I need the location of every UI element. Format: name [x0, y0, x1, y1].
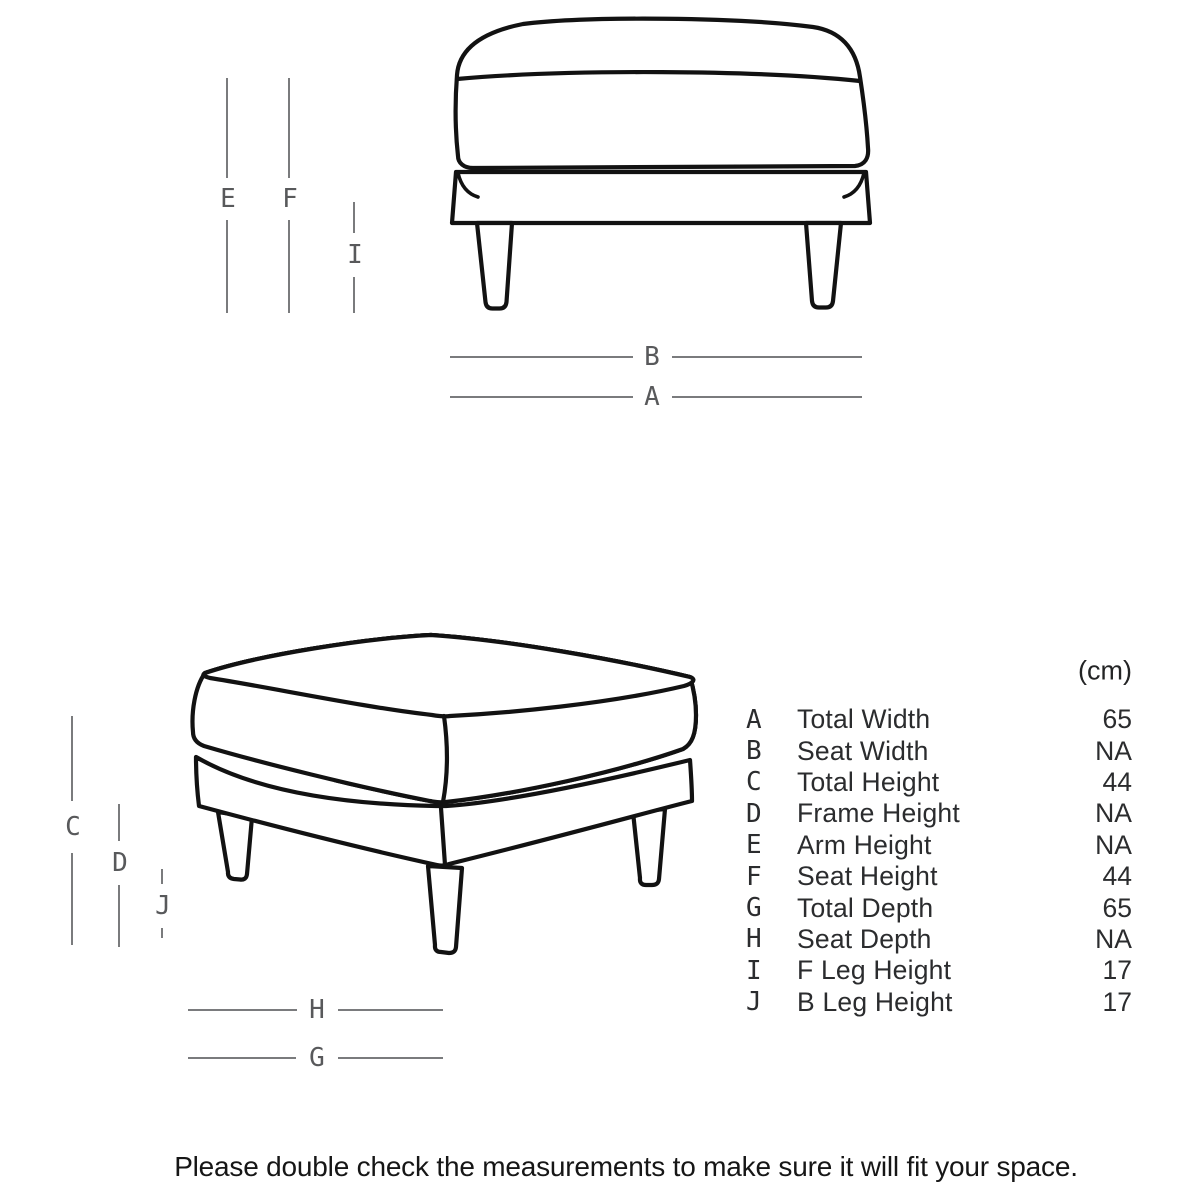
- table-row: [746, 987, 1132, 1018]
- dim-line-B-left: [450, 356, 633, 358]
- row-label: Total Height: [797, 766, 940, 797]
- row-value: NA: [1095, 798, 1132, 829]
- row-label: Seat Depth: [797, 923, 932, 954]
- dim-line-G-left: [188, 1057, 296, 1059]
- dim-line-J-upper: [161, 869, 163, 884]
- front-cushion: [456, 19, 869, 168]
- row-letter: C: [746, 767, 762, 798]
- dim-line-F-upper: [288, 78, 290, 178]
- dim-line-A-left: [450, 396, 633, 398]
- row-label: Frame Height: [797, 798, 960, 829]
- row-letter: G: [746, 893, 762, 924]
- dim-label-D: D: [112, 848, 128, 878]
- dim-label-B: B: [644, 342, 660, 372]
- dim-line-I-lower: [353, 277, 355, 313]
- dim-label-G: G: [309, 1043, 325, 1073]
- unit-header: (cm): [1078, 655, 1132, 686]
- row-label: Total Width: [797, 704, 931, 735]
- dim-line-B-right: [672, 356, 862, 358]
- measurements-table: [746, 704, 1132, 1018]
- perspective-left-leg: [218, 812, 252, 880]
- row-letter: I: [746, 955, 762, 986]
- row-value: NA: [1095, 923, 1132, 954]
- table-row: [746, 955, 1132, 986]
- dim-label-A: A: [644, 382, 660, 412]
- dim-line-D-lower: [118, 885, 120, 947]
- row-label: Total Depth: [797, 892, 934, 923]
- table-row: [746, 704, 1132, 735]
- ottoman-perspective-view-drawing: [178, 612, 712, 960]
- row-value: 17: [1102, 955, 1132, 986]
- dim-line-H-right: [338, 1009, 443, 1011]
- row-value: 44: [1102, 861, 1132, 892]
- table-row: [746, 735, 1132, 766]
- dim-line-E-upper: [226, 78, 228, 178]
- row-letter: J: [746, 987, 762, 1018]
- front-right-leg: [806, 223, 841, 308]
- dim-label-F: F: [282, 184, 298, 214]
- perspective-right-leg: [633, 809, 665, 885]
- front-base-frame: [452, 172, 870, 223]
- dim-label-C: C: [65, 812, 81, 842]
- table-row: [746, 830, 1132, 861]
- dim-label-E: E: [220, 184, 236, 214]
- row-value: 65: [1102, 892, 1132, 923]
- perspective-front-leg: [428, 866, 462, 953]
- dim-label-J: J: [155, 891, 171, 921]
- row-value: NA: [1095, 829, 1132, 860]
- ottoman-front-view-drawing: [428, 8, 892, 318]
- table-row: [746, 798, 1132, 829]
- table-row: [746, 861, 1132, 892]
- row-label: Seat Width: [797, 735, 929, 766]
- table-row: [746, 767, 1132, 798]
- dim-label-H: H: [309, 995, 325, 1025]
- row-letter: D: [746, 798, 762, 829]
- dim-line-F-lower: [288, 220, 290, 313]
- table-row: [746, 924, 1132, 955]
- row-label: Seat Height: [797, 861, 938, 892]
- table-row: [746, 892, 1132, 923]
- footer-note: Please double check the measurements to make sure it will fit your space.: [174, 1151, 1078, 1182]
- row-letter: E: [746, 830, 762, 861]
- row-value: NA: [1095, 735, 1132, 766]
- dim-line-J-lower: [161, 928, 163, 938]
- row-value: 44: [1102, 766, 1132, 797]
- row-letter: A: [746, 704, 762, 735]
- row-label: F Leg Height: [797, 955, 952, 986]
- dim-line-H-left: [188, 1009, 297, 1011]
- dim-line-I-upper: [353, 202, 355, 233]
- row-letter: F: [746, 861, 762, 892]
- dim-label-I: I: [347, 240, 363, 270]
- dim-line-D-upper: [118, 804, 120, 841]
- row-letter: B: [746, 736, 762, 767]
- row-value: 65: [1102, 704, 1132, 735]
- dim-line-G-right: [338, 1057, 443, 1059]
- dim-line-C-lower: [71, 853, 73, 945]
- row-letter: H: [746, 924, 762, 955]
- row-label: B Leg Height: [797, 986, 953, 1017]
- dim-line-A-right: [672, 396, 862, 398]
- row-value: 17: [1102, 986, 1132, 1017]
- front-left-leg: [477, 223, 512, 309]
- dim-line-C-upper: [71, 716, 73, 801]
- dim-line-E-lower: [226, 220, 228, 313]
- row-label: Arm Height: [797, 829, 932, 860]
